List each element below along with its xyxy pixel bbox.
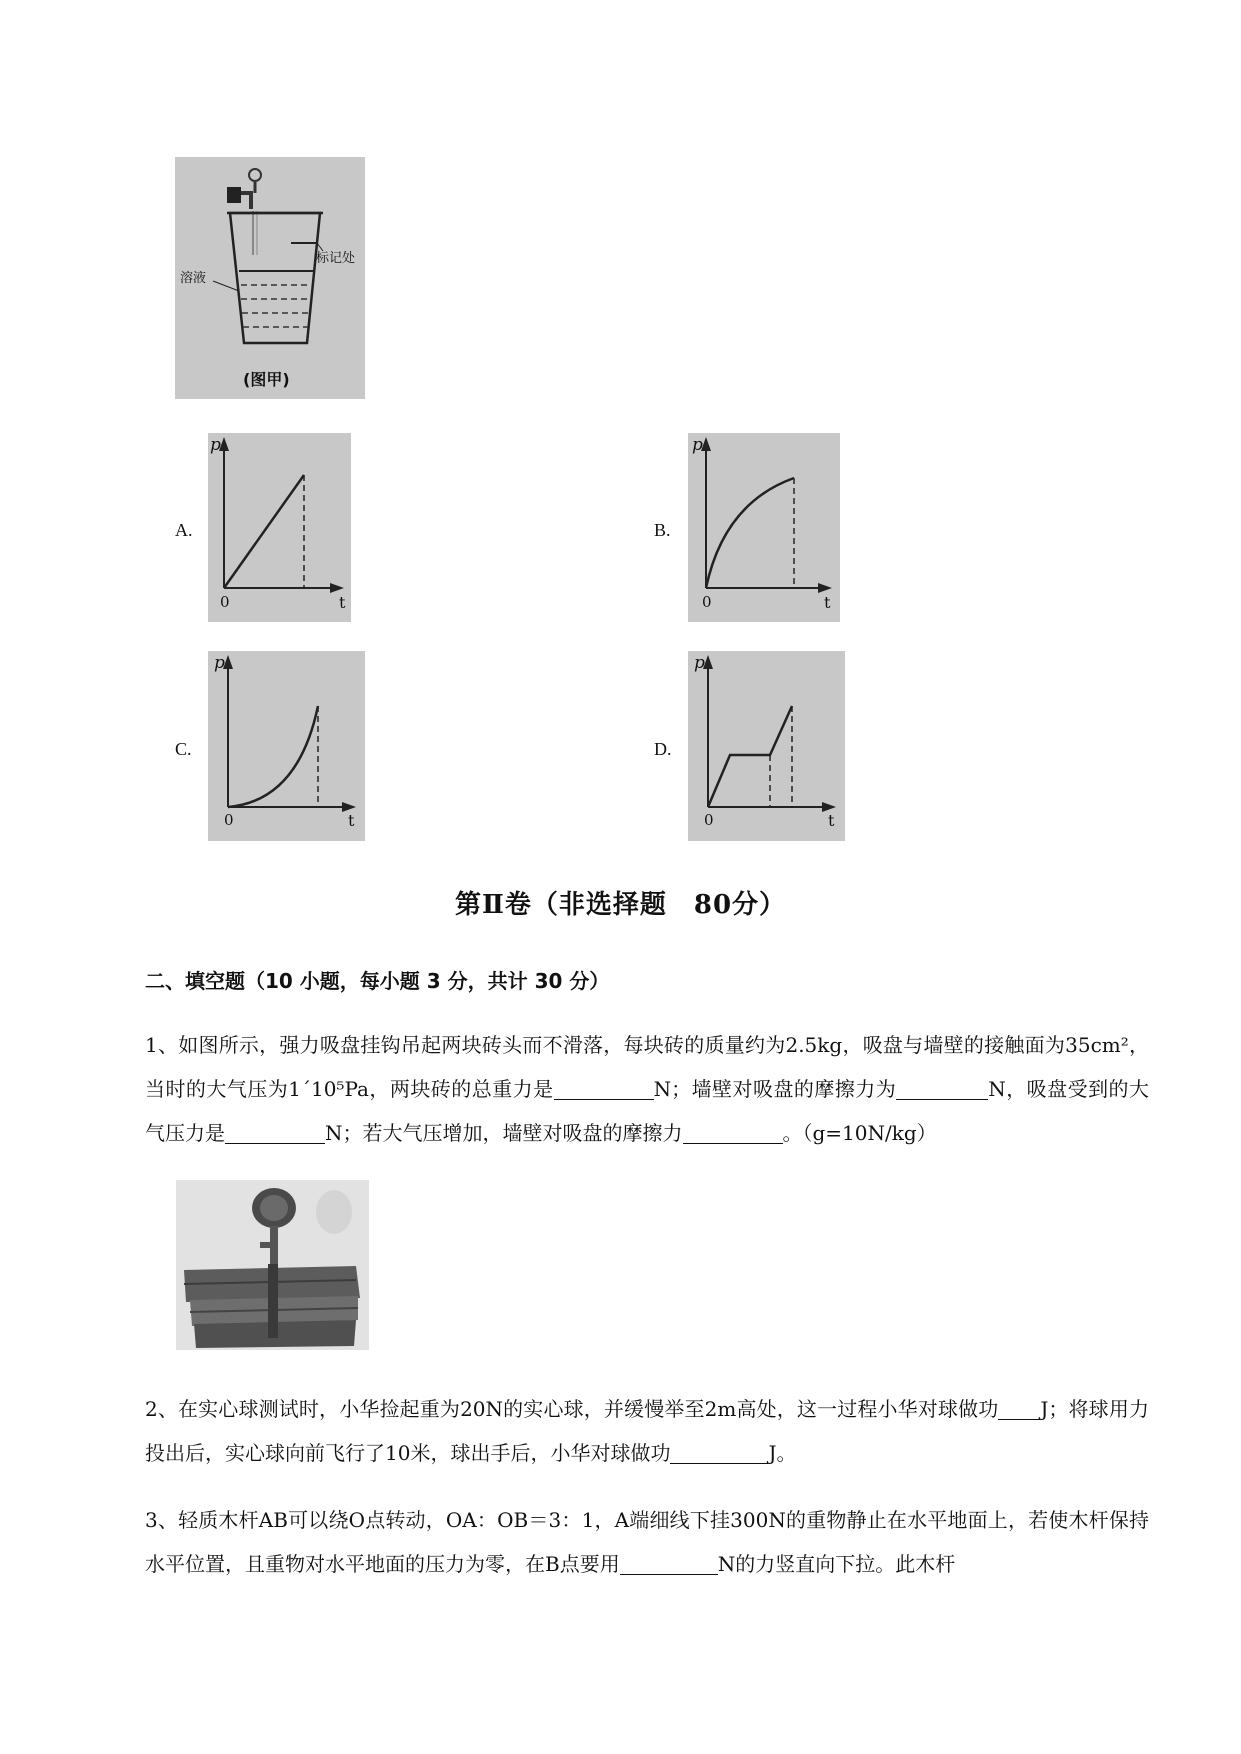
q1-blank-1[interactable] — [554, 1079, 654, 1100]
option-d-label: D. — [654, 739, 672, 759]
option-c-label: C. — [175, 739, 192, 759]
option-c-graph[interactable] — [208, 651, 365, 841]
figure-caption: (图甲) — [243, 370, 290, 389]
y-axis-label: p — [692, 435, 703, 455]
q1-text-4: N；若大气压增加，墙壁对吸盘的摩擦力 — [325, 1121, 683, 1145]
q2-blank-1[interactable] — [998, 1399, 1040, 1420]
x-axis-label: t — [828, 811, 835, 830]
label-mark: 标记处 — [316, 251, 356, 266]
q1-text-1: 1、如图所示，强力吸盘挂钩吊起两块砖头而不滑落，每块砖的质量约为2.5kg，吸盘与墙壁的接触面为35cm²，当时的大气压为1´10⁵Pa，两块砖的总重力是 — [145, 1033, 1149, 1101]
q1-blank-4[interactable] — [683, 1123, 783, 1144]
question-3 — [145, 1498, 1149, 1586]
y-axis-label: p — [210, 435, 221, 455]
q1-text-5: 。（g=10N/kg） — [782, 1121, 937, 1145]
section-title: 第Ⅱ卷（非选择题 80分） — [454, 890, 787, 920]
origin-label: 0 — [704, 811, 714, 829]
q3-blank-1[interactable] — [620, 1554, 718, 1575]
question-1 — [145, 1023, 1149, 1155]
q2-text-2: J；将球用力投出后，实心球向前飞行了10米，球出手后，小华对球做功 — [145, 1397, 1149, 1465]
y-axis-label: p — [214, 653, 225, 673]
x-axis-label: t — [339, 593, 346, 612]
q1-blank-3[interactable] — [225, 1123, 325, 1144]
origin-label: 0 — [224, 811, 234, 829]
suction-cup-photo — [176, 1180, 369, 1350]
option-d-graph[interactable] — [688, 651, 845, 841]
option-b-graph[interactable] — [688, 433, 840, 622]
x-axis-label: t — [348, 811, 355, 830]
q2-text-1: 2、在实心球测试时，小华捡起重为20N的实心球，并缓慢举至2m高处，这一过程小华对球做功 — [145, 1397, 999, 1421]
question-2 — [145, 1387, 1149, 1475]
q3-text-1: 3、轻质木杆AB可以绕O点转动，OA：OB＝3：1，A端细线下挂300N的重物静止在水平地面上，若使木杆保持水平位置，且重物对水平地面的压力为零，在B点要用 — [145, 1508, 1149, 1576]
suction-cup-illustration — [176, 1180, 369, 1350]
option-a-label: A. — [175, 520, 193, 540]
q3-text-2: N的力竖直向下拉。此木杆 — [717, 1552, 956, 1576]
q2-text-3: J。 — [768, 1441, 797, 1465]
origin-label: 0 — [702, 593, 712, 611]
label-solution: 溶液 — [180, 271, 207, 286]
option-b-label: B. — [654, 520, 671, 540]
subsection-title: 二、填空题（10 小题，每小题 3 分，共计 30 分） — [145, 969, 610, 993]
q1-blank-2[interactable] — [896, 1079, 988, 1100]
q1-text-2: N；墙壁对吸盘的摩擦力为 — [653, 1077, 897, 1101]
q1-text-3: N，吸盘受到的大气压力是 — [145, 1077, 1150, 1145]
figure-jia — [175, 157, 365, 399]
option-a-graph[interactable] — [208, 433, 351, 622]
q2-blank-2[interactable] — [670, 1443, 768, 1464]
origin-label: 0 — [220, 593, 230, 611]
y-axis-label: p — [694, 653, 705, 673]
x-axis-label: t — [824, 593, 831, 612]
